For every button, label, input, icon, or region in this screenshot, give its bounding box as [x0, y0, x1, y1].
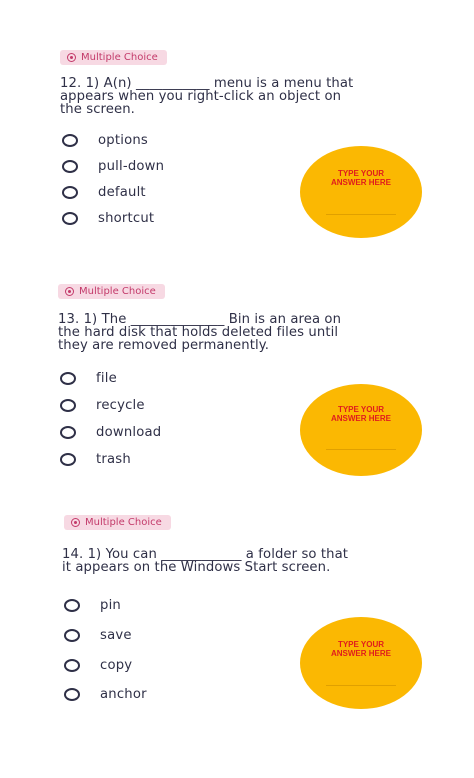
badge-label: Multiple Choice — [85, 517, 162, 528]
radio-button-icon[interactable] — [62, 134, 78, 147]
multiple-choice-badge — [60, 50, 167, 65]
radio-dot-icon — [67, 53, 76, 62]
radio-button-icon[interactable] — [62, 212, 78, 225]
prompt-line: appears when you right-click an object on — [60, 89, 342, 104]
option-copy[interactable] — [64, 658, 132, 673]
option-recycle[interactable] — [60, 398, 145, 413]
question-prompt — [60, 77, 353, 116]
answer-input-circle[interactable] — [300, 146, 422, 238]
radio-button-icon[interactable] — [64, 688, 80, 701]
prompt-line: they are removed permanently. — [58, 338, 270, 353]
question-prompt — [62, 548, 348, 574]
option-label: options — [98, 133, 148, 148]
option-label: pull-down — [98, 159, 165, 174]
answer-placeholder — [300, 169, 422, 187]
option-label: anchor — [100, 687, 147, 702]
answer-placeholder-line: TYPE YOUR — [337, 405, 385, 414]
answer-input-circle[interactable] — [300, 617, 422, 709]
answer-placeholder-line: ANSWER HERE — [330, 178, 391, 187]
option-label: copy — [100, 658, 133, 673]
answer-placeholder-line: TYPE YOUR — [337, 169, 385, 178]
option-label: shortcut — [98, 211, 155, 226]
radio-button-icon[interactable] — [64, 629, 80, 642]
prompt-line: 14. 1) You can ____________ a folder so that — [62, 547, 349, 562]
answer-underline — [326, 449, 396, 450]
answer-placeholder-line: ANSWER HERE — [330, 414, 391, 423]
prompt-line: the hard disk that holds deleted files until — [58, 325, 339, 340]
option-label: recycle — [96, 398, 145, 413]
radio-button-icon[interactable] — [60, 399, 76, 412]
option-file[interactable] — [60, 371, 117, 386]
option-options[interactable] — [62, 133, 148, 148]
prompt-line: the screen. — [60, 102, 135, 117]
option-save[interactable] — [64, 628, 132, 643]
multiple-choice-badge — [64, 515, 171, 530]
option-anchor[interactable] — [64, 687, 147, 702]
answer-underline — [326, 685, 396, 686]
option-trash[interactable] — [60, 452, 131, 467]
option-label: download — [96, 425, 162, 440]
option-default[interactable] — [62, 185, 146, 200]
radio-button-icon[interactable] — [62, 186, 78, 199]
answer-placeholder — [300, 405, 422, 423]
option-label: pin — [100, 598, 121, 613]
question-prompt — [58, 313, 341, 352]
badge-label: Multiple Choice — [81, 52, 158, 63]
answer-placeholder — [300, 640, 422, 658]
option-label: default — [98, 185, 146, 200]
radio-dot-icon — [71, 518, 80, 527]
radio-dot-icon — [65, 287, 74, 296]
option-pin[interactable] — [64, 598, 121, 613]
option-label: trash — [96, 452, 131, 467]
answer-underline — [326, 214, 396, 215]
radio-button-icon[interactable] — [64, 659, 80, 672]
option-shortcut[interactable] — [62, 211, 154, 226]
radio-button-icon[interactable] — [62, 160, 78, 173]
radio-button-icon[interactable] — [60, 372, 76, 385]
option-label: save — [100, 628, 132, 643]
radio-button-icon[interactable] — [60, 453, 76, 466]
option-download[interactable] — [60, 425, 161, 440]
prompt-line: it appears on the Windows Start screen. — [62, 560, 331, 575]
answer-placeholder-line: ANSWER HERE — [330, 649, 391, 658]
multiple-choice-badge — [58, 284, 165, 299]
badge-label: Multiple Choice — [79, 286, 156, 297]
answer-input-circle[interactable] — [300, 384, 422, 476]
radio-button-icon[interactable] — [60, 426, 76, 439]
radio-button-icon[interactable] — [64, 599, 80, 612]
option-label: file — [96, 371, 117, 386]
prompt-line: 13. 1) The ______________ Bin is an area on — [58, 312, 342, 327]
prompt-line: 12. 1) A(n) ___________ menu is a menu that — [60, 76, 354, 91]
option-pull-down[interactable] — [62, 159, 164, 174]
answer-placeholder-line: TYPE YOUR — [337, 640, 385, 649]
